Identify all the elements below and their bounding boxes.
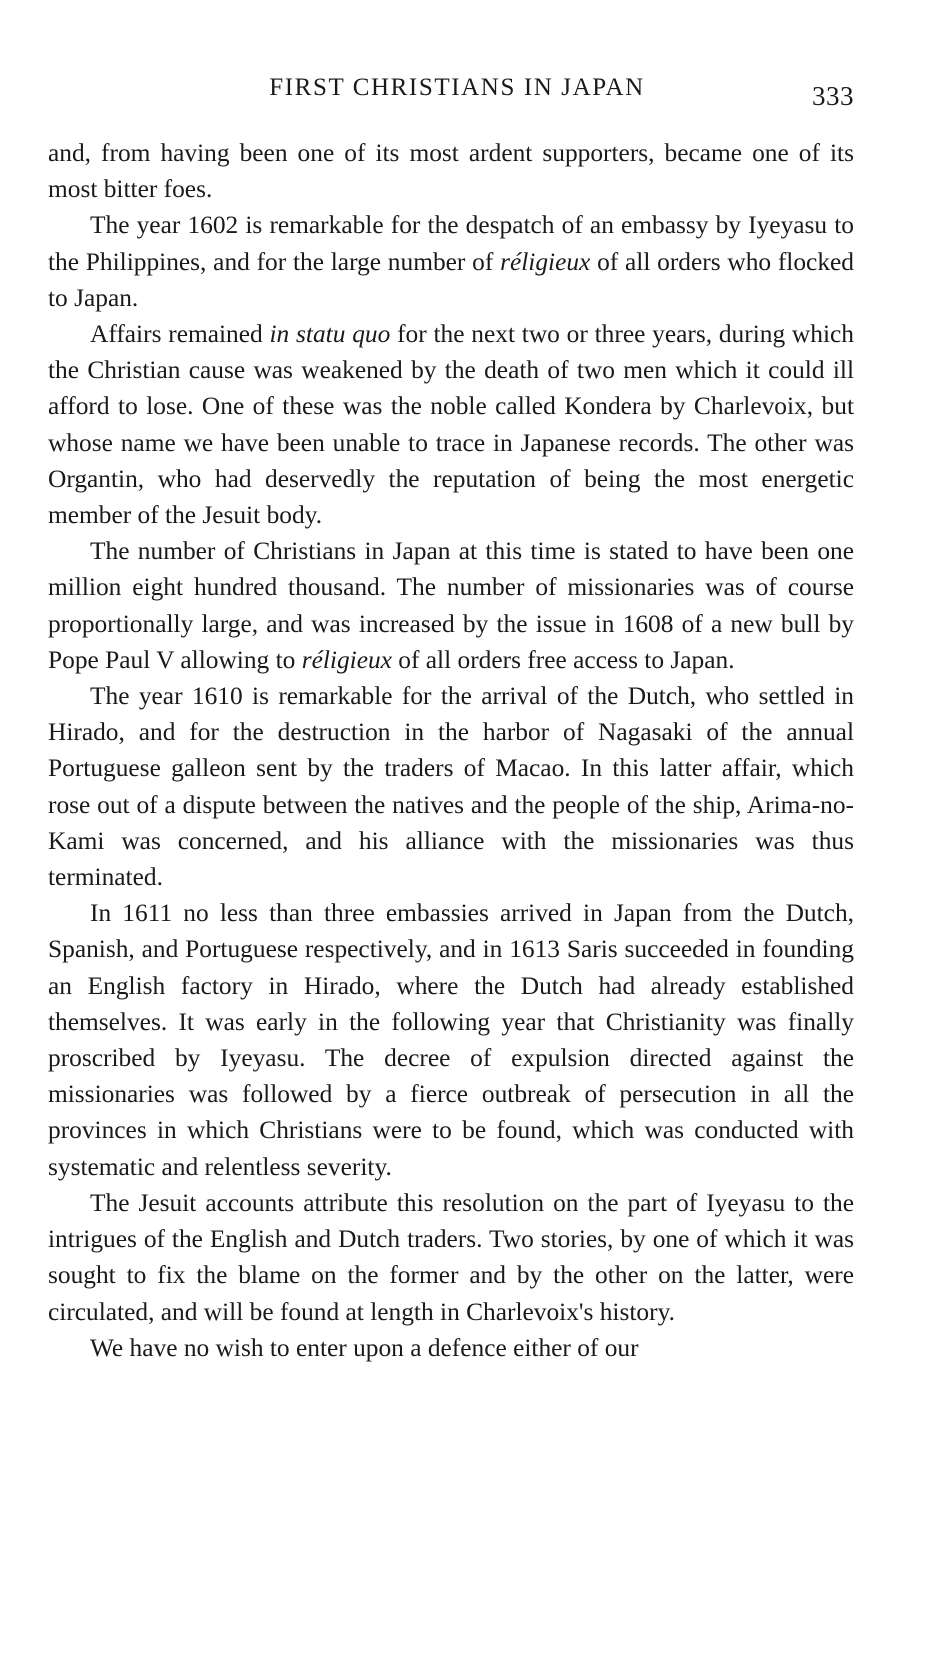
paragraph-text: for the next two or three years, during which the Christian cause was weakened by the death of two men which it could ill afford to lose. One of these was the noble called Kondera by Charlevoix, but whose name we have been unable to trace in Japanese records. The other was Organtin, who had deservedly the reputation of being the most energetic member of the Jesuit body. bbox=[48, 320, 854, 530]
page-number: 333 bbox=[812, 81, 854, 111]
paragraph-dutch-arrival bbox=[48, 678, 854, 895]
paragraph-text: The year 1610 is remarkable for the arrival of the Dutch, who settled in Hirado, and for the destruction in the harbor of Nagasaki of the annual Portuguese galleon sent by the traders of Macao. In this latter affair, which rose out of a dispute between the natives and the people of the ship, Arima-no-Kami was concerned, and his alliance with the missionaries was thus terminated. bbox=[48, 682, 854, 892]
paragraph-defence bbox=[48, 1330, 854, 1366]
paragraph-text: The number of Christians in Japan at this time is stated to have been one million eight hundred thousand. The number of missionaries was of course proportionally large, and was increased by the issue in 1608 of a new bull by Pope Paul V allowing to bbox=[48, 537, 854, 674]
italic-term: réligieux bbox=[301, 645, 392, 674]
paragraph-text: The year 1602 is remarkable for the despatch of an embassy by Iyeyasu to the Philippines, and for the large number of bbox=[48, 211, 854, 276]
italic-term: in statu quo bbox=[269, 320, 391, 349]
italic-term: réligieux bbox=[500, 247, 591, 276]
paragraph-text: We have no wish to enter upon a defence either of our bbox=[90, 1333, 639, 1362]
running-title: FIRST CHRISTIANS IN JAPAN bbox=[269, 74, 645, 101]
running-head bbox=[48, 70, 854, 110]
body-text bbox=[48, 135, 854, 1366]
paragraph-text: of all orders who flocked to Japan. bbox=[48, 247, 854, 312]
paragraph-text: and, from having been one of its most ardent supporters, became one of its most bitter foes. bbox=[48, 139, 854, 204]
paragraph-text: In 1611 no less than three embassies arrived in Japan from the Dutch, Spanish, and Portuguese respectively, and in 1613 Saris succeeded in founding an English factory in Hirado, where the Dutch had already established themselves. It was early in the following year that Christianity was finally proscribed by Iyeyasu. The decree of expulsion directed against the missionaries was followed by a fierce outbreak of persecution in all the provinces in which Christians were to be found, which was conducted with systematic and relentless severity. bbox=[48, 899, 854, 1181]
paragraph-text: The Jesuit accounts attribute this resolution on the part of Iyeyasu to the intrigues of the English and Dutch traders. Two stories, by one of which it was sought to fix the blame on the former and by the other on the latter, were circulated, and will be found at length in Charlevoix's history. bbox=[48, 1188, 854, 1326]
paragraph-embassies-1611 bbox=[48, 895, 854, 1185]
paragraph-jesuit-accounts bbox=[48, 1185, 854, 1330]
paragraph-text: of all orders free access to Japan. bbox=[391, 645, 735, 674]
paragraph-statu-quo bbox=[48, 316, 854, 533]
paragraph-christian-numbers bbox=[48, 533, 854, 678]
paragraph-continued bbox=[48, 135, 854, 207]
paragraph-embassy-1602 bbox=[48, 207, 854, 316]
paragraph-text: Affairs remained bbox=[90, 320, 270, 349]
